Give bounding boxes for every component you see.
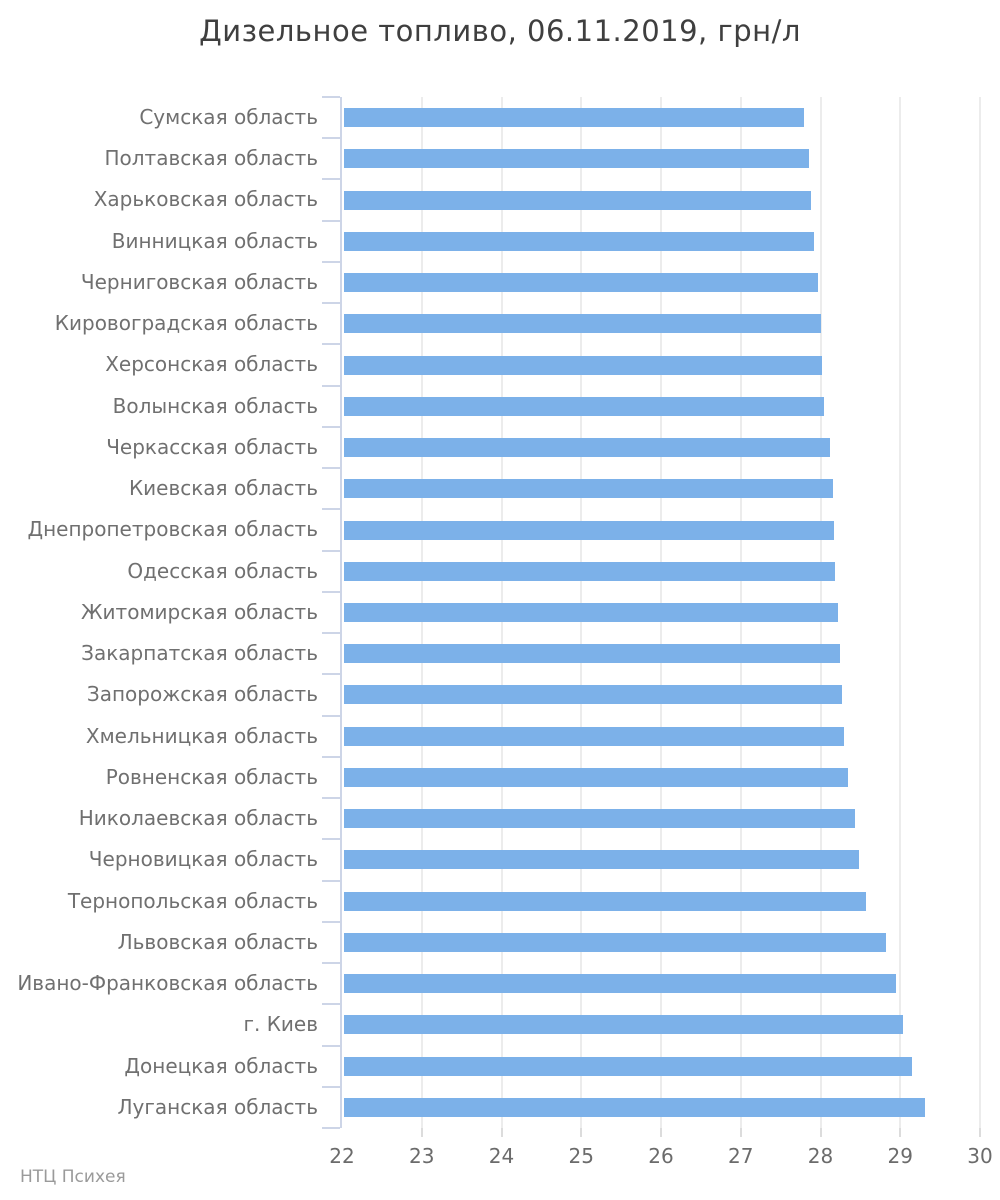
bar [344,273,818,292]
bar [344,479,833,498]
category-label: Запорожская область [86,682,318,707]
bar [344,191,811,210]
category-label: Черниговская область [80,269,318,294]
bar [344,850,859,869]
y-axis-tick [322,673,340,675]
x-axis-tick [660,1128,662,1137]
gridline [979,97,981,1128]
category-label: г. Киев [243,1012,318,1037]
y-axis-tick [322,632,340,634]
y-axis-tick [322,220,340,222]
category-label: Харьковская область [93,187,318,212]
category-label: Черкасская область [106,434,318,459]
y-axis-tick [322,962,340,964]
y-axis-tick [322,261,340,263]
bar [344,1098,925,1117]
bar [344,685,842,704]
x-axis-tick [740,1128,742,1137]
y-axis-tick [322,385,340,387]
category-label: Житомирская область [81,599,318,624]
x-axis-tick [979,1128,981,1137]
credits-label: НТЦ Психея [20,1167,126,1187]
category-label: Ровненская область [105,764,318,789]
bar [344,974,896,993]
y-axis-tick [322,1045,340,1047]
category-label: Львовская область [117,929,318,954]
bar [344,809,855,828]
bar [344,232,814,251]
category-label: Одесская область [127,558,318,583]
bar [344,521,834,540]
bar [344,892,866,911]
x-axis-tick [501,1128,503,1137]
bar [344,562,835,581]
x-axis-tick [580,1128,582,1137]
bar [344,108,804,127]
category-label: Херсонская область [105,352,318,377]
y-axis-tick [322,1127,340,1129]
y-axis-tick [322,137,340,139]
x-tick-label: 26 [648,1144,674,1168]
y-axis-tick [322,921,340,923]
category-label: Тернопольская область [67,888,318,913]
y-axis-tick [322,343,340,345]
chart-title: Дизельное топливо, 06.11.2019, грн/л [199,14,801,48]
category-label: Кировоградская область [54,311,318,336]
bar [344,1057,912,1076]
category-label: Ивано-Франковская область [17,971,318,996]
x-tick-label: 24 [488,1144,515,1168]
y-axis-tick [322,1086,340,1088]
y-axis-tick [322,96,340,98]
bar [344,603,838,622]
bar [344,1015,903,1034]
y-axis-tick [322,550,340,552]
x-tick-label: 29 [887,1144,913,1168]
category-label: Донецкая область [124,1053,318,1078]
bar [344,356,822,375]
bar [344,314,821,333]
x-axis-tick [899,1128,901,1137]
x-tick-label: 25 [568,1144,594,1168]
y-axis-tick [322,1003,340,1005]
category-label: Полтавская область [104,146,318,171]
category-label: Черновицкая область [88,847,318,872]
y-axis-tick [322,178,340,180]
x-tick-label: 23 [409,1144,435,1168]
x-tick-label: 22 [329,1144,355,1168]
y-axis-line [340,97,342,1128]
y-axis-tick [322,508,340,510]
y-axis-tick [322,302,340,304]
x-tick-label: 28 [807,1144,834,1168]
category-label: Винницкая область [111,228,318,253]
x-tick-label: 27 [728,1144,754,1168]
category-label: Сумская область [139,105,318,129]
y-axis-tick [322,591,340,593]
y-axis-tick [322,880,340,882]
bar [344,768,848,787]
y-axis-tick [322,797,340,799]
y-axis-tick [322,715,340,717]
category-label: Закарпатская область [81,641,318,666]
bar [344,727,844,746]
bar [344,438,830,457]
bar [344,644,840,663]
plot-area [17,97,993,1168]
y-axis-tick [322,426,340,428]
x-tick-label: 30 [967,1144,993,1168]
x-axis-tick [421,1128,423,1137]
gridline [899,97,901,1128]
y-axis-tick [322,838,340,840]
category-label: Николаевская область [78,806,318,831]
category-label: Киевская область [128,476,318,501]
bar [344,149,809,168]
category-label: Хмельницкая область [85,723,318,748]
category-label: Волынская область [112,393,318,418]
bar [344,933,886,952]
y-axis-tick [322,756,340,758]
bar [344,397,824,416]
category-label: Луганская область [117,1094,318,1119]
x-axis-tick [820,1128,822,1137]
y-axis-tick [322,467,340,469]
category-label: Днепропетровская область [27,517,318,542]
